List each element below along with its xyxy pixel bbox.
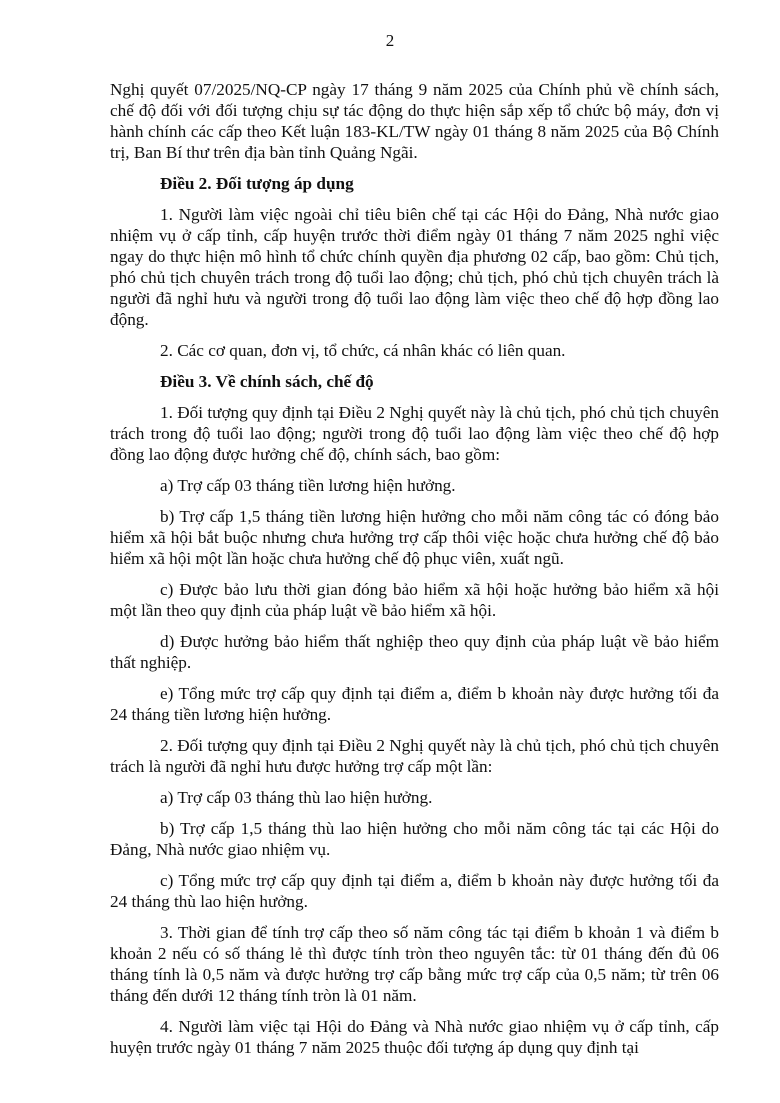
article-3-clause-1: 1. Đối tượng quy định tại Điều 2 Nghị quyết này là chủ tịch, phó chủ tịch chuyên trách trong độ tuổi lao động; người trong độ tuổi lao động làm việc theo chế độ hợp đồng lao động được hưởng chế độ, chính sách, bao gồm: xyxy=(110,403,719,464)
article-3-clause-2: 2. Đối tượng quy định tại Điều 2 Nghị quyết này là chủ tịch, phó chủ tịch chuyên trách là người đã nghỉ hưu được hưởng trợ cấp một lần: xyxy=(110,736,719,776)
page-number: 2 xyxy=(385,31,395,50)
clause-1-point-e: e) Tổng mức trợ cấp quy định tại điểm a, điểm b khoản này được hưởng tối đa 24 tháng tiền lương hiện hưởng. xyxy=(110,684,719,724)
clause-2-point-c: c) Tổng mức trợ cấp quy định tại điểm a, điểm b khoản này được hưởng tối đa 24 tháng thù lao hiện hưởng. xyxy=(110,871,719,911)
clause-1-point-d: d) Được hưởng bảo hiểm thất nghiệp theo quy định của pháp luật về bảo hiểm thất nghiệp. xyxy=(110,632,719,672)
clause-1-point-b: b) Trợ cấp 1,5 tháng tiền lương hiện hưởng cho mỗi năm công tác có đóng bảo hiểm xã hội bắt buộc nhưng chưa hưởng trợ cấp thôi việc hoặc chưa hưởng chế độ bảo hiểm xã hội một lần hoặc chưa hưởng chế độ phục viên, xuất ngũ. xyxy=(110,507,719,568)
article-3-clause-3: 3. Thời gian để tính trợ cấp theo số năm công tác tại điểm b khoản 1 và điểm b khoản 2 nếu có số tháng lẻ thì được tính tròn theo nguyên tắc: từ 01 tháng đến đủ 06 tháng tính là 0,5 năm và được hưởng trợ cấp bằng mức trợ cấp của 0,5 năm; từ trên 06 tháng đến dưới 12 tháng tính tròn là 01 năm. xyxy=(110,923,719,1005)
article-2-clause-1: 1. Người làm việc ngoài chỉ tiêu biên chế tại các Hội do Đảng, Nhà nước giao nhiệm vụ ở cấp tỉnh, cấp huyện trước thời điểm ngày 01 tháng 7 năm 2025 nghỉ việc ngay do thực hiện mô hình tổ chức chính quyền địa phương 02 cấp, bao gồm: Chủ tịch, phó chủ tịch chuyên trách trong độ tuổi lao động; chủ tịch, phó chủ tịch chuyên trách là người đã nghỉ hưu và người trong độ tuổi lao động làm việc theo chế độ hợp đồng lao động. xyxy=(110,205,719,329)
document-body xyxy=(110,79,719,1068)
article-3-clause-4: 4. Người làm việc tại Hội do Đảng và Nhà nước giao nhiệm vụ ở cấp tỉnh, cấp huyện trước ngày 01 tháng 7 năm 2025 thuộc đối tượng áp dụng quy định tại xyxy=(110,1017,719,1057)
article-2-heading: Điều 2. Đối tượng áp dụng xyxy=(160,174,354,193)
clause-1-point-c: c) Được bảo lưu thời gian đóng bảo hiểm xã hội hoặc hưởng bảo hiểm xã hội một lần theo quy định của pháp luật về bảo hiểm xã hội. xyxy=(110,580,719,620)
clause-1-point-a: a) Trợ cấp 03 tháng tiền lương hiện hưởng. xyxy=(160,476,456,495)
clause-2-point-a: a) Trợ cấp 03 tháng thù lao hiện hưởng. xyxy=(160,788,433,807)
article-2-clause-2: 2. Các cơ quan, đơn vị, tổ chức, cá nhân khác có liên quan. xyxy=(160,341,566,360)
clause-2-point-b: b) Trợ cấp 1,5 tháng thù lao hiện hưởng cho mỗi năm công tác tại các Hội do Đảng, Nhà nước giao nhiệm vụ. xyxy=(110,819,719,859)
intro-paragraph: Nghị quyết 07/2025/NQ-CP ngày 17 tháng 9 năm 2025 của Chính phủ về chính sách, chế độ đối với đối tượng chịu sự tác động do thực hiện sắp xếp tổ chức bộ máy, đơn vị hành chính các cấp theo Kết luận 183-KL/TW ngày 01 tháng 8 năm 2025 của Bộ Chính trị, Ban Bí thư trên địa bàn tỉnh Quảng Ngãi. xyxy=(110,80,719,162)
article-3-heading: Điều 3. Về chính sách, chế độ xyxy=(160,372,374,391)
